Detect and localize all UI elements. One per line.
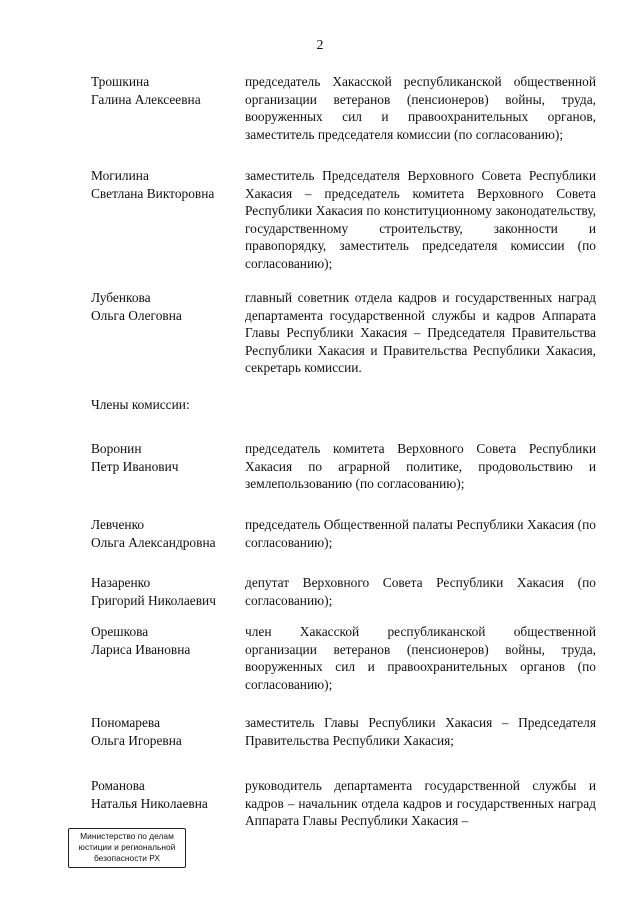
given-names: Ольга Александровна xyxy=(91,534,216,550)
members-heading: Члены комиссии: xyxy=(91,397,190,412)
surname: Романова xyxy=(91,778,145,793)
surname: Лубенкова xyxy=(91,290,151,305)
surname: Левченко xyxy=(91,517,145,532)
person-name xyxy=(91,167,241,202)
page-number: 2 xyxy=(316,38,324,53)
person-name xyxy=(91,440,241,475)
given-names: Галина Алексеевна xyxy=(91,91,201,107)
surname: Воронин xyxy=(91,441,142,456)
person-name xyxy=(91,516,241,551)
surname: Орешкова xyxy=(91,624,149,639)
given-names: Ольга Олеговна xyxy=(91,307,182,323)
position-text: председатель Хакасской республиканской общественной организации ветеранов (пенсионеров) войны, труда, вооруженных сил и правоохранительных органов, заместитель председателя комиссии (по согласованию); xyxy=(245,74,596,142)
position-text: председатель комитета Верховного Совета Республики Хакасия по аграрной политике, продовольствию и землепользованию (по согласованию); xyxy=(245,441,596,491)
given-names: Ольга Игоревна xyxy=(91,732,182,748)
stamp-line: Министерство по делам xyxy=(80,831,174,841)
surname: Назаренко xyxy=(91,575,151,590)
position-text: заместитель Главы Республики Хакасия – Председателя Правительства Республики Хакасия; xyxy=(245,715,596,748)
position-text: главный советник отдела кадров и государственных наград департамента государственной службы и кадров Аппарата Главы Республики Хакасия – Председателя Правительства Республики Хакасия и Правительства Республики Хакасия, секретарь комиссии. xyxy=(245,290,596,375)
surname: Трошкина xyxy=(91,74,150,89)
ministry-stamp xyxy=(68,828,186,868)
stamp-line: безопасности РХ xyxy=(93,853,161,863)
person-name xyxy=(91,777,241,812)
person-name xyxy=(91,623,241,658)
given-names: Наталья Николаевна xyxy=(91,795,208,811)
surname: Пономарева xyxy=(91,715,161,730)
person-name xyxy=(91,574,241,609)
person-name xyxy=(91,289,241,324)
position-text: депутат Верховного Совета Республики Хакасия (по согласованию); xyxy=(245,575,596,608)
position-text: председатель Общественной палаты Республики Хакасия (по согласованию); xyxy=(245,517,596,550)
surname: Могилина xyxy=(91,168,149,183)
position-text: заместитель Председателя Верховного Совета Республики Хакасия – председатель комитета Верховного Совета Республики Хакасия по конституционному законодательству, государственному строительству, законности и правопорядку, заместитель председателя комиссии (по согласованию); xyxy=(245,168,596,271)
given-names: Петр Иванович xyxy=(91,458,179,474)
person-name xyxy=(91,714,241,749)
given-names: Лариса Ивановна xyxy=(91,641,191,657)
person-name xyxy=(91,73,241,108)
position-text: член Хакасской республиканской общественной организации ветеранов (пенсионеров) войны, труда, вооруженных сил и правоохранительных органов (по согласованию); xyxy=(245,624,596,692)
position-text: руководитель департамента государственной службы и кадров – начальник отдела кадров и государственных наград Аппарата Главы Республики Хакасия – xyxy=(245,778,596,828)
given-names: Григорий Николаевич xyxy=(91,592,216,608)
given-names: Светлана Викторовна xyxy=(91,185,215,201)
stamp-line: юстиции и региональной xyxy=(78,842,176,852)
